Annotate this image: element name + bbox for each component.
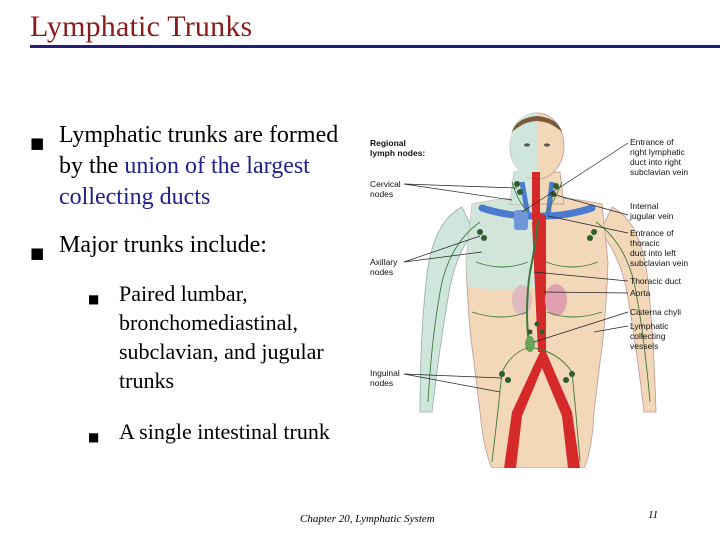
label-entrance-thoracic-2: thoracic (630, 238, 660, 248)
sub-bullet-paired (88, 279, 350, 395)
label-internal-jugular-1: Internal (630, 201, 659, 211)
svg-text:Axillary (370, 257, 398, 267)
bullet-text: Major trunks include: (59, 232, 267, 258)
label-thoracic-duct: Thoracic duct (630, 276, 682, 286)
title-underline (30, 45, 720, 48)
label-cisterna-chyli: Cisterna chyli (630, 307, 682, 317)
lymphatic-system-figure (362, 112, 720, 468)
svg-text:lymph nodes: (370, 148, 425, 158)
svg-text:nodes (370, 189, 393, 199)
cisterna-chyli (525, 336, 535, 352)
label-entrance-right-4: subclavian vein (630, 167, 689, 177)
label-entrance-thoracic-1: Entrance of (630, 228, 674, 238)
label-axillary: Axillary (370, 257, 398, 267)
label-axillary-2: nodes (370, 267, 394, 277)
page-number: 11 (648, 509, 659, 521)
label-internal-jugular-2: jugular vein (630, 211, 674, 221)
square-bullet-icon: ■ (88, 430, 100, 444)
square-bullet-icon: ■ (88, 292, 100, 306)
label-inguinal: Inguinal (370, 368, 400, 378)
square-bullet-icon: ■ (30, 244, 45, 262)
footer-chapter: Chapter 20, Lymphatic System (300, 513, 435, 525)
label-cervical: Cervical (370, 179, 401, 189)
svg-text:nodes (370, 267, 393, 277)
label-entrance-right-2: right lymphatic (630, 147, 685, 157)
label-lymphatic-vessels-1: Lymphatic (630, 321, 669, 331)
label-aorta: Aorta (630, 288, 651, 298)
svg-text:Inguinal (370, 368, 400, 378)
label-entrance-right-1: Entrance of (630, 137, 674, 147)
label-entrance-thoracic-4: subclavian vein (630, 258, 689, 268)
bullet-highlight: union of the largest collecting ducts (59, 153, 310, 210)
sub-bullet-text: Paired lumbar, bronchomediastinal, subclavian, and jugular trunks (119, 281, 324, 393)
sub-bullet-single (88, 417, 350, 446)
label-entrance-thoracic-3: duct into left (630, 248, 676, 258)
label-entrance-right-3: duct into right (630, 157, 682, 167)
label-lymphatic-vessels-2: collecting (630, 331, 666, 341)
svg-text:Cervical (370, 179, 401, 189)
svg-text:nodes (370, 378, 393, 388)
slide-title: Lymphatic Trunks (30, 10, 253, 43)
label-cervical-2: nodes (370, 189, 394, 199)
kidney-shape (545, 284, 567, 316)
svg-text:Regional (370, 138, 406, 148)
sub-bullet-text: A single intestinal trunk (119, 419, 330, 444)
square-bullet-icon: ■ (30, 134, 45, 152)
label-regional-2: lymph nodes: (370, 148, 426, 158)
label-lymphatic-vessels-3: vessels (630, 341, 659, 351)
bullet-trunks-formation (30, 120, 350, 213)
bullet-major-trunks (30, 230, 350, 446)
bullet-text: Lymphatic trunks are formed by the (59, 122, 339, 179)
label-inguinal-2: nodes (370, 378, 394, 388)
bullet-list (30, 120, 350, 463)
label-regional: Regional (370, 138, 406, 148)
